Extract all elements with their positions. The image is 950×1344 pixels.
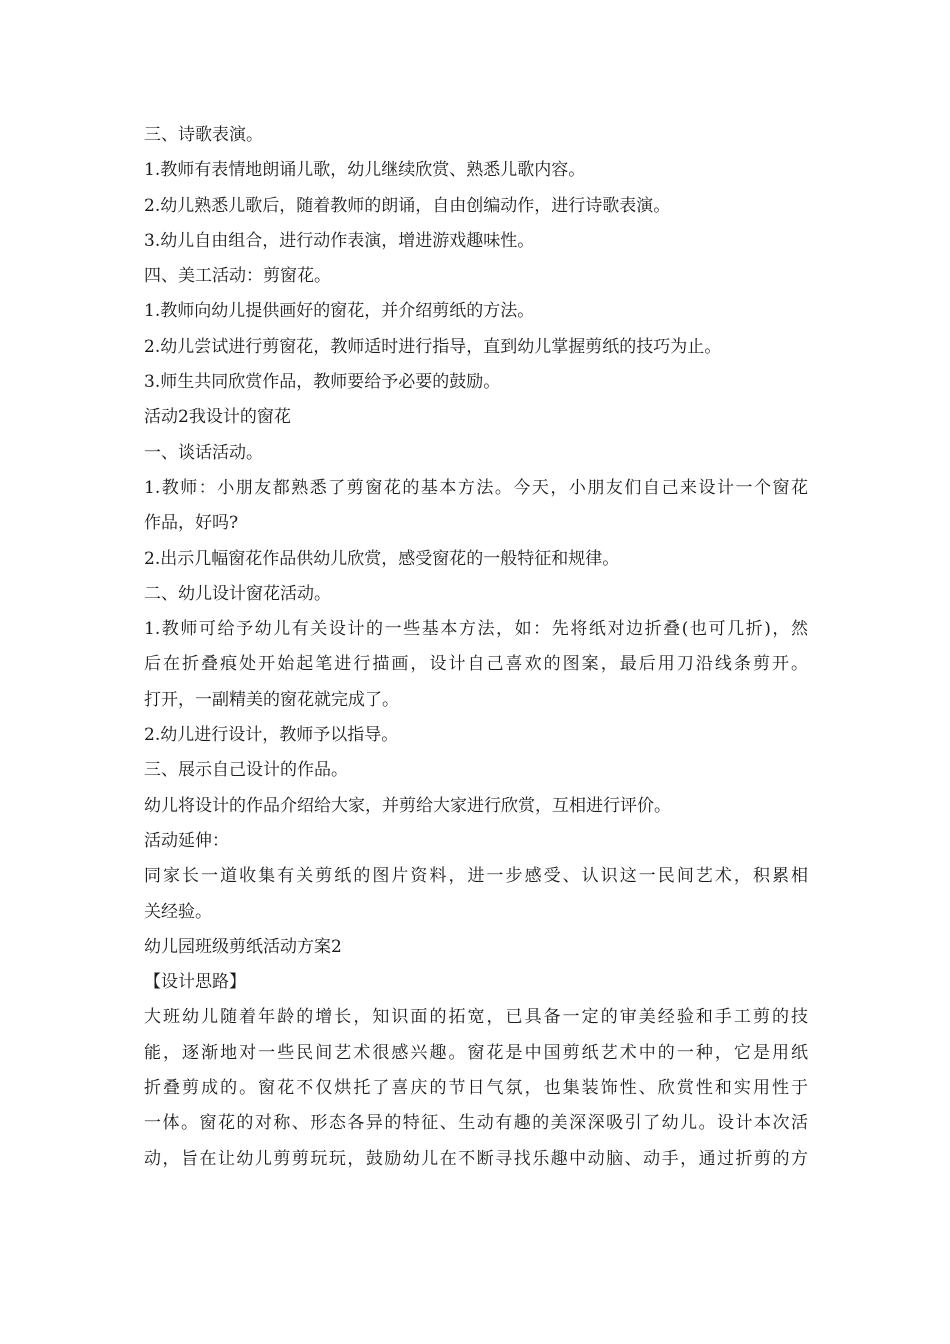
text-line: 关经验。: [144, 901, 212, 922]
text-line: 四、美工活动：剪窗花。: [144, 266, 331, 287]
text-line: 能，逐渐地对一些民间艺术很感兴趣。窗花是中国剪纸艺术中的一种，它是用纸: [144, 1042, 808, 1063]
text-line: 2.幼儿进行设计，教师予以指导。: [144, 725, 399, 746]
text-line: 后在折叠痕处开始起笔进行描画，设计自己喜欢的图案，最后用刀沿线条剪开。: [144, 654, 808, 675]
text-line: 大班幼儿随着年龄的增长，知识面的拓宽，已具备一定的审美经验和手工剪的技: [144, 1007, 808, 1028]
text-line: 3.师生共同欣赏作品，教师要给予必要的鼓励。: [144, 372, 501, 393]
text-line: 同家长一道收集有关剪纸的图片资料，进一步感受、认识这一民间艺术，积累相: [144, 866, 808, 887]
text-line: 1.教师有表情地朗诵儿歌，幼儿继续欣赏、熟悉儿歌内容。: [144, 160, 586, 181]
text-line: 三、诗歌表演。: [144, 125, 263, 145]
text-line: 幼儿园班级剪纸活动方案2: [144, 936, 342, 957]
text-line: 2.幼儿熟悉儿歌后，随着教师的朗诵，自由创编动作，进行诗歌表演。: [144, 195, 671, 216]
text-line: 3.幼儿自由组合，进行动作表演，增进游戏趣味性。: [144, 230, 535, 251]
text-line: 一、谈话活动。: [144, 442, 263, 463]
text-line: 作品，好吗?: [144, 513, 239, 534]
text-line: 动，旨在让幼儿剪剪玩玩，鼓励幼儿在不断寻找乐趣中动脑、动手，通过折剪的方: [144, 1148, 808, 1169]
text-line: 活动延伸：: [144, 830, 229, 851]
text-line: 2.出示几幅窗花作品供幼儿欣赏，感受窗花的一般特征和规律。: [144, 548, 620, 569]
text-line: 幼儿将设计的作品介绍给大家，并剪给大家进行欣赏，互相进行评价。: [144, 795, 671, 816]
text-line: 三、展示自己设计的作品。: [144, 760, 348, 781]
text-line: 二、幼儿设计窗花活动。: [144, 583, 331, 604]
text-line: 1.教师可给予幼儿有关设计的一些基本方法，如：先将纸对边折叠(也可几折)，然: [144, 619, 808, 640]
text-line: 活动2我设计的窗花: [144, 407, 291, 428]
text-line: 折叠剪成的。窗花不仅烘托了喜庆的节日气氛，也集装饰性、欣赏性和实用性于: [144, 1078, 808, 1099]
text-line: 打开，一副精美的窗花就完成了。: [144, 689, 399, 710]
text-line: 一体。窗花的对称、形态各异的特征、生动有趣的美深深吸引了幼儿。设计本次活: [144, 1113, 808, 1134]
text-line: 2.幼儿尝试进行剪窗花，教师适时进行指导，直到幼儿掌握剪纸的技巧为止。: [144, 336, 722, 357]
text-line: 1.教师向幼儿提供画好的窗花，并介绍剪纸的方法。: [144, 301, 535, 322]
text-line: 【设计思路】: [144, 972, 246, 993]
document-body: [144, 118, 808, 1177]
text-line: 1.教师：小朋友都熟悉了剪窗花的基本方法。今天，小朋友们自己来设计一个窗花: [144, 477, 808, 498]
